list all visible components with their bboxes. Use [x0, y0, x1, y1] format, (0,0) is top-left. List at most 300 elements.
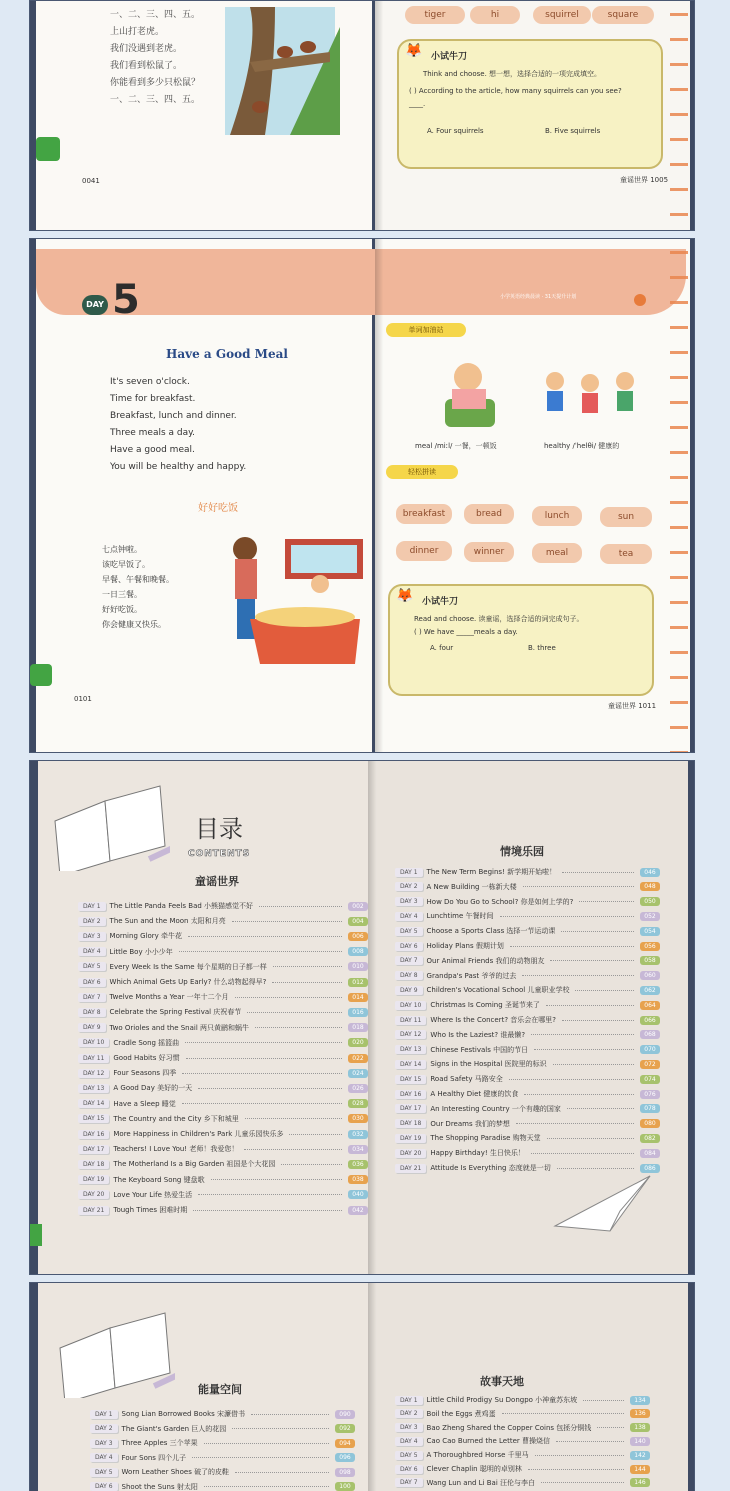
- toc-entry-title: Happy Birthday! 生日快乐！: [430, 1149, 525, 1158]
- toc-row[interactable]: [78, 1021, 368, 1035]
- toc-title-en: CONTENTS: [188, 849, 251, 859]
- toc-entry-title: Teachers! I Love You! 老师！我爱您！: [113, 1145, 239, 1154]
- leader-dots: [198, 1194, 342, 1195]
- quiz-box: [397, 39, 663, 169]
- toc-row[interactable]: [90, 1480, 355, 1491]
- leader-dots: [528, 1469, 624, 1470]
- leader-dots: [179, 951, 342, 952]
- phonics-word: winner: [464, 542, 514, 562]
- toc-entry-title: The Country and the City 乡下和城里: [113, 1114, 239, 1123]
- toc-row[interactable]: [395, 1407, 650, 1421]
- day-tag: DAY 9: [78, 1023, 106, 1032]
- leader-dots: [531, 1153, 634, 1154]
- toc-entry-title: Three Apples 三个苹果: [121, 1439, 198, 1447]
- toc-row[interactable]: [395, 969, 660, 983]
- page-badge: 084: [640, 1149, 660, 1158]
- location-icon: [634, 294, 646, 306]
- toc-entry-title: Choose a Sports Class 选择一节运动课: [426, 927, 556, 936]
- page-badge: 058: [640, 956, 660, 965]
- option-b: B. Five squirrels: [545, 127, 601, 135]
- toc-entry-title: The New Term Begins! 新学期开始啦！: [426, 868, 557, 876]
- toc-row[interactable]: [395, 1434, 650, 1448]
- toc-row[interactable]: [395, 1131, 660, 1145]
- toc-row[interactable]: [395, 939, 660, 953]
- leader-dots: [188, 936, 342, 937]
- family-meal-illustration: [225, 529, 365, 679]
- toc-entry-title: More Happiness in Children's Park 儿童乐园快乐多: [113, 1130, 284, 1138]
- toc-entry-title: A Thoroughbred Horse 千里马: [426, 1451, 529, 1460]
- day-tag: DAY 4: [395, 912, 423, 921]
- leader-dots: [235, 1472, 329, 1473]
- leader-dots: [523, 886, 634, 887]
- leader-dots: [583, 1400, 624, 1401]
- toc-list-left: [90, 1407, 355, 1491]
- leader-dots: [204, 1443, 329, 1444]
- page-badge: 082: [640, 1134, 660, 1143]
- page-badge: 006: [348, 932, 368, 941]
- page-badge: 086: [640, 1164, 660, 1173]
- toc-row[interactable]: [395, 1087, 660, 1101]
- day-tag: DAY 12: [78, 1069, 109, 1078]
- toc-row[interactable]: [78, 1173, 368, 1187]
- book-photo-2: [29, 238, 695, 753]
- section-title-left: 能量空间: [198, 1383, 242, 1396]
- leader-dots: [535, 1455, 624, 1456]
- toc-row[interactable]: [78, 1081, 368, 1095]
- page-badge: 004: [348, 917, 368, 926]
- toc-row[interactable]: [78, 1036, 368, 1050]
- children-playing-illustration: [535, 369, 645, 429]
- leader-dots: [255, 1027, 342, 1028]
- page-badge: 050: [640, 897, 660, 906]
- leader-dots: [562, 872, 634, 873]
- toc-row[interactable]: [78, 1188, 368, 1202]
- leader-dots: [244, 1149, 342, 1150]
- leader-dots: [193, 1210, 342, 1211]
- page-badge: 134: [630, 1396, 650, 1405]
- leader-dots: [522, 975, 634, 976]
- open-book-sketch-icon: [50, 781, 170, 871]
- page-number-right: 童谣世界 1005: [620, 176, 669, 184]
- leader-dots: [541, 1482, 624, 1483]
- leader-dots: [556, 1441, 624, 1442]
- page-badge: 038: [348, 1175, 368, 1184]
- leader-dots: [272, 982, 342, 983]
- day-tag: DAY 4: [78, 947, 106, 956]
- phonics-word: tea: [600, 544, 652, 564]
- toc-row[interactable]: [78, 960, 368, 974]
- page-badge: 026: [348, 1084, 368, 1093]
- leader-dots: [531, 1034, 634, 1035]
- toc-list-right: [395, 1393, 655, 1491]
- toc-row[interactable]: [395, 1476, 650, 1490]
- toc-entry-title: Four Seasons 四季: [113, 1069, 177, 1078]
- toc-entry-title: Shoot the Suns 射太阳: [121, 1482, 198, 1491]
- toc-entry-title: Cao Cao Burned the Letter 曹操烧信: [426, 1437, 551, 1446]
- day-tag: DAY 1: [78, 902, 106, 911]
- toc-row[interactable]: [395, 865, 660, 879]
- toc-entry-title: The Sun and the Moon 太阳和月亮: [109, 917, 226, 926]
- leader-dots: [516, 1123, 634, 1124]
- toc-entry-title: Morning Glory 牵牛花: [109, 932, 183, 941]
- toc-entry-title: Our Dreams 我们的梦想: [430, 1119, 510, 1128]
- day-tag: DAY 20: [395, 1149, 426, 1158]
- fox-icon: 🦊: [405, 43, 423, 59]
- toc-row[interactable]: [395, 998, 660, 1012]
- toc-entry-title: Signs in the Hospital 医院里的标识: [430, 1060, 547, 1069]
- day-tag: DAY 4: [395, 1437, 423, 1446]
- page-badge: 054: [640, 927, 660, 936]
- toc-row[interactable]: [395, 880, 660, 894]
- leader-dots: [204, 1486, 329, 1487]
- toc-row[interactable]: [395, 954, 660, 968]
- day-tag: DAY 6: [395, 942, 423, 951]
- leader-dots: [546, 1005, 634, 1006]
- header-right-text: 小学英语经典晨读 · 31天提升计划: [500, 294, 577, 300]
- leader-dots: [251, 1414, 329, 1415]
- toc-entry-title: Every Week Is the Same 每个星期的日子都一样: [109, 962, 267, 971]
- page-badge: 072: [640, 1060, 660, 1069]
- quiz-question: ( ) According to the article, how many squirrels can you see? ____.: [409, 87, 622, 108]
- quiz-box: [388, 584, 654, 696]
- leader-dots: [186, 1058, 342, 1059]
- page-number-left: 0101: [74, 695, 92, 703]
- green-bookmark: [30, 1224, 42, 1246]
- page-number-left: 0041: [82, 177, 100, 185]
- section-title-left: 童谣世界: [195, 875, 239, 888]
- vocab-healthy: healthy /ˈhelθi/ 健康的: [544, 442, 620, 450]
- day-tag: DAY 18: [395, 1119, 426, 1128]
- page-badge: 030: [348, 1114, 368, 1123]
- day-tag: DAY 6: [90, 1482, 118, 1491]
- toc-entry-title: The Giant's Garden 巨人的花园: [121, 1424, 227, 1433]
- day-tag: DAY 6: [395, 1465, 423, 1474]
- word-pill: hi: [470, 6, 520, 24]
- toc-list-left: [78, 899, 368, 1219]
- toc-entry-title: Road Safety 马路安全: [430, 1075, 503, 1084]
- leader-dots: [562, 1020, 634, 1021]
- page-badge: 098: [335, 1468, 355, 1477]
- leader-dots: [259, 906, 342, 907]
- day-tag: DAY 12: [395, 1030, 426, 1039]
- toc-entry-title: Children's Vocational School 儿童职业学校: [426, 986, 570, 995]
- leader-dots: [245, 1118, 342, 1119]
- toc-row[interactable]: [78, 1066, 368, 1080]
- toc-row[interactable]: [395, 1043, 660, 1057]
- leader-dots: [534, 1049, 634, 1050]
- toc-row[interactable]: [395, 909, 660, 923]
- day-tag: DAY 1: [90, 1410, 118, 1419]
- toc-row[interactable]: [90, 1465, 355, 1479]
- vocab-meal: meal /miːl/ 一餐，一顿饭: [415, 442, 497, 450]
- page-badge: 138: [630, 1423, 650, 1432]
- toc-entry-title: Clever Chaplin 聪明的卓别林: [426, 1465, 522, 1473]
- option-a: A. Four squirrels: [427, 127, 484, 135]
- toc-row[interactable]: [78, 1203, 368, 1217]
- toc-row[interactable]: [78, 914, 368, 928]
- page-badge: 010: [348, 962, 368, 971]
- day-tag: DAY 18: [78, 1160, 109, 1169]
- toc-row[interactable]: [395, 1013, 660, 1027]
- day-tag: DAY 14: [78, 1099, 109, 1108]
- leader-dots: [553, 1064, 634, 1065]
- day-tag: DAY 3: [90, 1439, 118, 1448]
- toc-row[interactable]: [395, 1462, 650, 1476]
- quiz-question: ( ) We have _____meals a day.: [414, 628, 518, 636]
- day-tag: DAY 19: [395, 1134, 426, 1143]
- leader-dots: [500, 916, 634, 917]
- toc-entry-title: The Motherland Is a Big Garden 祖国是个大花园: [113, 1160, 276, 1169]
- poem-lines: 一、二、三、四、五。 上山打老虎。 我们没遇到老虎。 我们看到松鼠了。 你能看到多少只松鼠？ 一、二、三、四、五。: [110, 10, 201, 105]
- day-tag: DAY 7: [395, 956, 423, 965]
- toc-entry-title: A New Building 一栋新大楼: [426, 882, 517, 891]
- page-badge: 090: [335, 1410, 355, 1419]
- toc-entry-title: Bao Zheng Shared the Copper Coins 包拯分铜钱: [426, 1423, 592, 1432]
- phonics-tag: 轻松拼读: [386, 465, 458, 479]
- page-badge: 074: [640, 1075, 660, 1084]
- toc-entry-title: Little Boy 小小少年: [109, 947, 173, 956]
- day-tag: DAY 6: [78, 978, 106, 987]
- page-badge: 070: [640, 1045, 660, 1054]
- toc-row[interactable]: [395, 1102, 660, 1116]
- day-tag: DAY 11: [395, 1016, 426, 1025]
- toc-row[interactable]: [90, 1407, 355, 1421]
- toc-entry-title: The Keyboard Song 键盘歌: [113, 1175, 205, 1184]
- phonics-word: bread: [464, 504, 514, 524]
- leader-dots: [510, 946, 634, 947]
- green-bookmark: [30, 664, 52, 686]
- leader-dots: [211, 1179, 342, 1180]
- boy-eating-illustration: [440, 359, 500, 429]
- day-tag: DAY 4: [90, 1453, 118, 1462]
- page-badge: 060: [640, 971, 660, 980]
- toc-row[interactable]: [395, 1072, 660, 1086]
- toc-entry-title: Christmas Is Coming 圣诞节来了: [430, 1001, 540, 1010]
- page-badge: 008: [348, 947, 368, 956]
- page-badge: 014: [348, 993, 368, 1002]
- leader-dots: [502, 1413, 624, 1414]
- toc-entry-title: Tough Times 困难时期: [113, 1206, 188, 1214]
- page-badge: 142: [630, 1451, 650, 1460]
- subtitle-cn: 好好吃饭: [198, 503, 238, 514]
- page-badge: 064: [640, 1001, 660, 1010]
- toc-entry-title: Grandpa's Past 爷爷的过去: [426, 971, 517, 980]
- toc-row[interactable]: [395, 895, 660, 909]
- day-tag: DAY 19: [78, 1175, 109, 1184]
- toc-entry-title: Little Child Prodigy Su Dongpo 小神童苏东坡: [426, 1396, 578, 1404]
- page-badge: 066: [640, 1016, 660, 1025]
- day-tag: DAY 16: [395, 1090, 426, 1099]
- quiz-instruction: Think and choose. 想一想，选择合适的一项完成填空。: [423, 70, 602, 78]
- poem-title: Have a Good Meal: [166, 347, 288, 361]
- leader-dots: [235, 997, 342, 998]
- page-badge: 032: [348, 1130, 368, 1139]
- page-badge: 002: [348, 902, 368, 911]
- page-badge: 092: [335, 1424, 355, 1433]
- paper-plane-icon: [550, 1171, 660, 1241]
- day-tag: DAY 8: [395, 971, 423, 980]
- day-tag: DAY 2: [78, 917, 106, 926]
- toc-entry-title: Where Is the Concert? 音乐会在哪里?: [430, 1016, 556, 1024]
- toc-entry-title: A Good Day 美好的一天: [113, 1084, 193, 1093]
- toc-row[interactable]: [90, 1436, 355, 1450]
- toc-entry-title: Worn Leather Shoes 破了的皮鞋: [121, 1468, 230, 1476]
- page-badge: 016: [348, 1008, 368, 1017]
- leader-dots: [579, 901, 634, 902]
- page-badge: 140: [630, 1437, 650, 1446]
- vocab-tag: 单词加油站: [386, 323, 466, 337]
- poem-english: It's seven o'clock. Time for breakfast. Breakfast, lunch and dinner. Three meals a day. Have a good meal. You will be healthy and happy.: [110, 377, 247, 472]
- toc-row[interactable]: [90, 1422, 355, 1436]
- word-pill: tiger: [405, 6, 465, 24]
- day-tag: DAY 15: [78, 1114, 109, 1123]
- toc-row[interactable]: [78, 975, 368, 989]
- leader-dots: [550, 960, 634, 961]
- book-photo-4: [29, 1282, 695, 1491]
- book-photo-1: [29, 0, 695, 231]
- leader-dots: [198, 1088, 342, 1089]
- toc-row[interactable]: [78, 1157, 368, 1171]
- day-tag: DAY 1: [395, 1396, 423, 1405]
- leader-dots: [561, 931, 634, 932]
- leader-dots: [185, 1042, 342, 1043]
- toc-entry-title: The Shopping Paradise 购物天堂: [430, 1134, 541, 1143]
- toc-row[interactable]: [78, 929, 368, 943]
- toc-row[interactable]: [395, 1117, 660, 1131]
- section-title-right: 故事天地: [480, 1375, 524, 1388]
- quiz-instruction: Read and choose. 读童谣，选择合适的词完成句子。: [414, 615, 584, 623]
- day-tag: DAY 8: [78, 1008, 106, 1017]
- word-pill: square: [592, 6, 654, 24]
- toc-entry-title: Have a Sleep 睡觉: [113, 1099, 176, 1108]
- toc-entry-title: Which Animal Gets Up Early? 什么动物起得早?: [109, 978, 267, 986]
- page-badge: 036: [348, 1160, 368, 1169]
- option-b: B. three: [528, 644, 556, 652]
- toc-row[interactable]: [395, 924, 660, 938]
- toc-row[interactable]: [90, 1451, 355, 1465]
- option-a: A. four: [430, 644, 454, 652]
- leader-dots: [509, 1079, 634, 1080]
- leader-dots: [192, 1457, 329, 1458]
- page-badge: 062: [640, 986, 660, 995]
- leader-dots: [281, 1164, 342, 1165]
- toc-row[interactable]: [78, 1127, 368, 1141]
- toc-entry-title: Who Is the Laziest? 谁最懒?: [430, 1030, 526, 1039]
- leader-dots: [232, 1428, 329, 1429]
- open-book-sketch-icon: [55, 1308, 175, 1398]
- toc-entry-title: Celebrate the Spring Festival 庆祝春节: [109, 1008, 242, 1017]
- page-badge: 012: [348, 978, 368, 987]
- leader-dots: [232, 921, 342, 922]
- day-tag: DAY 3: [395, 1423, 423, 1432]
- toc-title-cn: 目录: [195, 815, 243, 843]
- page-number-right: 童谣世界 1011: [608, 702, 657, 710]
- page-badge: 146: [630, 1478, 650, 1487]
- day-tag: DAY 16: [78, 1130, 109, 1139]
- tree-squirrels-illustration: [220, 7, 340, 137]
- day-tag: DAY 5: [395, 927, 423, 936]
- quiz-title: 小试牛刀: [431, 52, 468, 62]
- page-badge: 046: [640, 868, 660, 877]
- word-pill: squirrel: [533, 6, 591, 24]
- section-title-right: 情境乐园: [500, 845, 544, 858]
- day-tag: DAY 2: [90, 1424, 118, 1433]
- leader-dots: [547, 1138, 634, 1139]
- toc-row[interactable]: [395, 1448, 650, 1462]
- poem-chinese: 七点钟啦。 该吃早饭了。 早餐、午餐和晚餐。 一日三餐。 好好吃饭。 你会健康又快乐。: [102, 545, 174, 629]
- book-photo-3: [29, 760, 695, 1275]
- toc-row[interactable]: [78, 990, 368, 1004]
- toc-row[interactable]: [395, 1421, 650, 1435]
- day-tag: DAY 9: [395, 986, 423, 995]
- day-tag: DAY 21: [78, 1206, 109, 1215]
- leader-dots: [273, 966, 342, 967]
- toc-row[interactable]: [78, 899, 368, 913]
- page-badge: 100: [335, 1482, 355, 1491]
- day-tag: DAY 10: [78, 1038, 109, 1047]
- page-badge: 024: [348, 1069, 368, 1078]
- toc-row[interactable]: [395, 1028, 660, 1042]
- toc-entry-title: Cradle Song 摇篮曲: [113, 1038, 180, 1047]
- toc-row[interactable]: [78, 945, 368, 959]
- toc-row[interactable]: [78, 1005, 368, 1019]
- page-badge: 034: [348, 1145, 368, 1154]
- toc-list-right: [395, 865, 665, 1175]
- day-tag: DAY 15: [395, 1075, 426, 1084]
- day-number: 5: [112, 277, 140, 323]
- toc-row[interactable]: [78, 1051, 368, 1065]
- page-badge: 136: [630, 1409, 650, 1418]
- day-tag: DAY 14: [395, 1060, 426, 1069]
- day-tag: DAY 2: [395, 1409, 423, 1418]
- toc-row[interactable]: [395, 1057, 660, 1071]
- page-badge: 028: [348, 1099, 368, 1108]
- toc-row[interactable]: [395, 983, 660, 997]
- fox-icon: 🦊: [396, 588, 414, 604]
- page-badge: 040: [348, 1190, 368, 1199]
- day-tag: DAY 11: [78, 1054, 109, 1063]
- toc-entry-title: Boil the Eggs 煮鸡蛋: [426, 1409, 496, 1418]
- toc-entry-title: Lunchtime 午餐时间: [426, 912, 494, 921]
- toc-row[interactable]: [395, 1393, 650, 1407]
- toc-entry-title: Four Sons 四个儿子: [121, 1453, 187, 1462]
- page-badge: 144: [630, 1465, 650, 1474]
- toc-entry-title: Holiday Plans 假期计划: [426, 942, 504, 950]
- toc-row[interactable]: [78, 1142, 368, 1156]
- toc-row[interactable]: [395, 1146, 660, 1160]
- day-badge: DAY: [82, 295, 108, 315]
- day-tag: DAY 13: [78, 1084, 109, 1093]
- page-badge: 052: [640, 912, 660, 921]
- leader-dots: [524, 1094, 634, 1095]
- day-tag: DAY 5: [90, 1468, 118, 1477]
- page-badge: 018: [348, 1023, 368, 1032]
- page-badge: 078: [640, 1104, 660, 1113]
- toc-entry-title: Wang Lun and Li Bai 汪伦与李白: [426, 1478, 536, 1487]
- day-tag: DAY 17: [395, 1104, 426, 1113]
- toc-entry-title: Our Animal Friends 我们的动物朋友: [426, 956, 545, 965]
- day-tag: DAY 3: [395, 897, 423, 906]
- toc-entry-title: Love Your Life 热爱生活: [113, 1190, 193, 1199]
- toc-row[interactable]: [78, 1097, 368, 1111]
- quiz-title: 小试牛刀: [422, 597, 459, 607]
- phonics-word: meal: [532, 543, 582, 563]
- toc-row[interactable]: [78, 1112, 368, 1126]
- page-badge: 096: [335, 1453, 355, 1462]
- toc-entry-title: Chinese Festivals 中国的节日: [430, 1045, 529, 1054]
- day-tag: DAY 21: [395, 1164, 426, 1173]
- page-badge: 022: [348, 1054, 368, 1063]
